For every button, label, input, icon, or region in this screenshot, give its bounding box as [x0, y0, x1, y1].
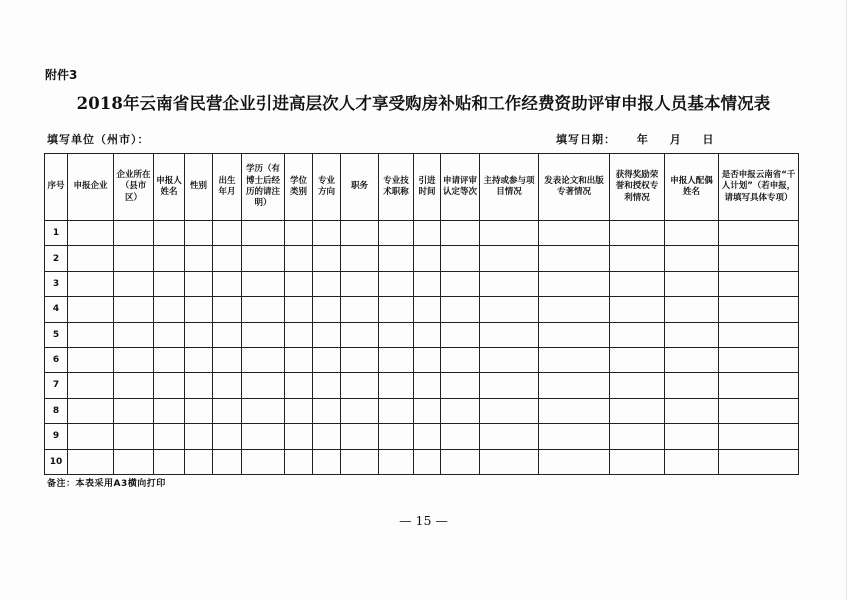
table-row: [45, 271, 799, 296]
table-cell[interactable]: [313, 221, 341, 246]
table-row: [45, 297, 799, 322]
table-cell[interactable]: [480, 271, 539, 296]
table-cell[interactable]: [480, 322, 539, 347]
table-cell[interactable]: [68, 424, 114, 449]
table-cell[interactable]: [154, 297, 185, 322]
table-cell[interactable]: [441, 322, 480, 347]
table-cell[interactable]: [114, 246, 154, 271]
table-cell[interactable]: [341, 398, 379, 423]
table-cell[interactable]: [539, 322, 610, 347]
table-cell[interactable]: [480, 246, 539, 271]
table-cell[interactable]: [539, 271, 610, 296]
table-cell[interactable]: [242, 322, 285, 347]
table-cell[interactable]: [414, 347, 441, 372]
table-cell[interactable]: [480, 297, 539, 322]
table-cell[interactable]: [285, 221, 313, 246]
table-cell[interactable]: [610, 246, 665, 271]
table-cell[interactable]: [213, 347, 242, 372]
table-cell[interactable]: [480, 424, 539, 449]
table-cell[interactable]: [68, 271, 114, 296]
table-cell[interactable]: [242, 246, 285, 271]
table-cell[interactable]: [665, 297, 719, 322]
table-cell[interactable]: [665, 271, 719, 296]
table-cell[interactable]: [480, 347, 539, 372]
table-cell[interactable]: [665, 373, 719, 398]
table-cell[interactable]: [213, 297, 242, 322]
table-cell[interactable]: [341, 449, 379, 474]
column-header: 引进时间: [414, 154, 441, 221]
table-cell[interactable]: [154, 322, 185, 347]
table-cell[interactable]: [414, 246, 441, 271]
table-cell[interactable]: [414, 297, 441, 322]
page-number: — 15 —: [399, 513, 448, 528]
table-cell[interactable]: [480, 449, 539, 474]
table-cell[interactable]: [154, 424, 185, 449]
table-cell[interactable]: [379, 246, 414, 271]
table-cell[interactable]: [213, 424, 242, 449]
table-cell[interactable]: [242, 449, 285, 474]
table-cell[interactable]: [441, 424, 480, 449]
table-cell[interactable]: [242, 271, 285, 296]
column-header: 企业所在（县市区）: [114, 154, 154, 221]
table-row: [45, 221, 799, 246]
table-cell[interactable]: [441, 398, 480, 423]
table-cell[interactable]: [379, 221, 414, 246]
table-cell[interactable]: [242, 424, 285, 449]
table-cell[interactable]: [213, 398, 242, 423]
table-cell[interactable]: [539, 246, 610, 271]
table-cell[interactable]: [610, 373, 665, 398]
table-cell[interactable]: [313, 297, 341, 322]
table-cell[interactable]: [379, 271, 414, 296]
row-number: 6: [45, 347, 68, 372]
column-header: 申报人姓名: [154, 154, 185, 221]
table-cell[interactable]: [341, 347, 379, 372]
table-cell[interactable]: [213, 449, 242, 474]
fill-unit-label: 填写单位（州市）：: [47, 133, 150, 146]
column-header: 序号: [45, 154, 68, 221]
table-cell[interactable]: [610, 449, 665, 474]
table-cell[interactable]: [154, 398, 185, 423]
table-cell[interactable]: [480, 373, 539, 398]
row-number: 3: [45, 271, 68, 296]
table-cell[interactable]: [539, 449, 610, 474]
table-cell[interactable]: [242, 373, 285, 398]
table-cell[interactable]: [242, 347, 285, 372]
table-cell[interactable]: [379, 322, 414, 347]
table-cell[interactable]: [480, 221, 539, 246]
table-cell[interactable]: [285, 424, 313, 449]
table-cell[interactable]: [379, 347, 414, 372]
table-cell[interactable]: [213, 246, 242, 271]
table-cell[interactable]: [114, 347, 154, 372]
row-number: 7: [45, 373, 68, 398]
table-cell[interactable]: [610, 322, 665, 347]
table-cell[interactable]: [539, 297, 610, 322]
table-cell[interactable]: [68, 297, 114, 322]
table-cell[interactable]: [68, 221, 114, 246]
row-number: 1: [45, 221, 68, 246]
column-header: 主持或参与项目情况: [480, 154, 539, 221]
table-cell[interactable]: [719, 271, 799, 296]
table-cell[interactable]: [242, 221, 285, 246]
table-row: [45, 373, 799, 398]
table-cell[interactable]: [114, 271, 154, 296]
table-cell[interactable]: [610, 221, 665, 246]
column-header: 学历（有博士后经历的请注明）: [242, 154, 285, 221]
table-cell[interactable]: [213, 322, 242, 347]
table-cell[interactable]: [154, 373, 185, 398]
table-cell[interactable]: [379, 398, 414, 423]
table-cell[interactable]: [313, 246, 341, 271]
fill-date-label: 填写日期：: [556, 133, 616, 146]
table-row: [45, 449, 799, 474]
table-cell[interactable]: [114, 297, 154, 322]
column-header: 专业技术职称: [379, 154, 414, 221]
table-cell[interactable]: [114, 221, 154, 246]
table-cell[interactable]: [441, 347, 480, 372]
table-cell[interactable]: [285, 322, 313, 347]
table-cell[interactable]: [185, 424, 213, 449]
column-header: 获得奖励荣誉和授权专利情况: [610, 154, 665, 221]
table-cell[interactable]: [441, 297, 480, 322]
table-cell[interactable]: [719, 246, 799, 271]
table-cell[interactable]: [441, 221, 480, 246]
table-cell[interactable]: [285, 373, 313, 398]
table-cell[interactable]: [68, 373, 114, 398]
fill-date: [556, 131, 723, 147]
row-number: 5: [45, 322, 68, 347]
table-cell[interactable]: [114, 373, 154, 398]
table-cell[interactable]: [414, 449, 441, 474]
table-cell[interactable]: [285, 297, 313, 322]
row-number: 2: [45, 246, 68, 271]
table-cell[interactable]: [441, 449, 480, 474]
table-cell[interactable]: [285, 271, 313, 296]
column-header: 性别: [185, 154, 213, 221]
row-number: 10: [45, 449, 68, 474]
table-cell[interactable]: [313, 322, 341, 347]
table-cell[interactable]: [114, 322, 154, 347]
table-cell[interactable]: [154, 221, 185, 246]
table-cell[interactable]: [213, 221, 242, 246]
fill-date-month: 月: [669, 133, 682, 146]
table-body: [45, 221, 799, 475]
table-cell[interactable]: [341, 322, 379, 347]
table-cell[interactable]: [539, 373, 610, 398]
table-cell[interactable]: [341, 373, 379, 398]
table-cell[interactable]: [379, 373, 414, 398]
table-row: [45, 246, 799, 271]
table-cell[interactable]: [441, 373, 480, 398]
table-cell[interactable]: [480, 398, 539, 423]
table-cell[interactable]: [341, 221, 379, 246]
row-number: 9: [45, 424, 68, 449]
row-number: 4: [45, 297, 68, 322]
column-header: 申报人配偶姓名: [665, 154, 719, 221]
row-number: 8: [45, 398, 68, 423]
table-cell[interactable]: [719, 347, 799, 372]
column-header: 学位类别: [285, 154, 313, 221]
table-cell[interactable]: [154, 347, 185, 372]
table-cell[interactable]: [539, 221, 610, 246]
table-cell[interactable]: [414, 373, 441, 398]
table-cell[interactable]: [313, 424, 341, 449]
table-cell[interactable]: [185, 297, 213, 322]
table-cell[interactable]: [414, 271, 441, 296]
fill-date-day: 日: [702, 133, 715, 146]
table-cell[interactable]: [610, 424, 665, 449]
header-row: [45, 154, 799, 221]
table-cell[interactable]: [313, 271, 341, 296]
table-cell[interactable]: [719, 373, 799, 398]
table-cell[interactable]: [379, 297, 414, 322]
table-cell[interactable]: [539, 398, 610, 423]
table-cell[interactable]: [441, 271, 480, 296]
applicant-info-table: [44, 153, 799, 475]
table-cell[interactable]: [719, 424, 799, 449]
table-cell[interactable]: [665, 424, 719, 449]
table-cell[interactable]: [114, 398, 154, 423]
column-header: 职务: [341, 154, 379, 221]
table-cell[interactable]: [285, 398, 313, 423]
table-cell[interactable]: [313, 347, 341, 372]
table-cell[interactable]: [185, 347, 213, 372]
table-cell[interactable]: [414, 322, 441, 347]
table-row: [45, 398, 799, 423]
table-cell[interactable]: [313, 373, 341, 398]
table-cell[interactable]: [213, 271, 242, 296]
table-cell[interactable]: [665, 398, 719, 423]
table-cell[interactable]: [154, 271, 185, 296]
table-cell[interactable]: [539, 424, 610, 449]
fill-date-year: 年: [636, 133, 649, 146]
table-cell[interactable]: [68, 322, 114, 347]
table-cell[interactable]: [114, 449, 154, 474]
table-cell[interactable]: [185, 246, 213, 271]
table-cell[interactable]: [154, 246, 185, 271]
table-cell[interactable]: [185, 398, 213, 423]
table-cell[interactable]: [719, 322, 799, 347]
table-cell[interactable]: [610, 271, 665, 296]
table-cell[interactable]: [242, 297, 285, 322]
table-cell[interactable]: [185, 373, 213, 398]
table-cell[interactable]: [441, 246, 480, 271]
table-row: [45, 347, 799, 372]
table-cell[interactable]: [414, 398, 441, 423]
table-cell[interactable]: [313, 398, 341, 423]
column-header: 是否申报云南省“千人计划”（若申报，请填写具体专项）: [719, 154, 799, 221]
note: 备注：本表采用A3横向打印: [47, 479, 166, 489]
table-cell[interactable]: [539, 347, 610, 372]
column-header: 专业方向: [313, 154, 341, 221]
table-cell[interactable]: [341, 271, 379, 296]
table-cell[interactable]: [719, 297, 799, 322]
table-cell[interactable]: [341, 424, 379, 449]
table-cell[interactable]: [414, 221, 441, 246]
table-cell[interactable]: [185, 221, 213, 246]
table-cell[interactable]: [68, 449, 114, 474]
table-cell[interactable]: [719, 449, 799, 474]
table-cell[interactable]: [213, 373, 242, 398]
table-cell[interactable]: [114, 424, 154, 449]
table-cell[interactable]: [242, 398, 285, 423]
table-cell[interactable]: [341, 246, 379, 271]
column-header: 申请评审认定等次: [441, 154, 480, 221]
table-cell[interactable]: [665, 322, 719, 347]
table-cell[interactable]: [719, 221, 799, 246]
table-cell[interactable]: [379, 449, 414, 474]
table-cell[interactable]: [185, 449, 213, 474]
table-cell[interactable]: [610, 398, 665, 423]
table-cell[interactable]: [68, 246, 114, 271]
table-cell[interactable]: [68, 347, 114, 372]
table-cell[interactable]: [285, 449, 313, 474]
table-cell[interactable]: [154, 449, 185, 474]
table-cell[interactable]: [341, 297, 379, 322]
table-cell[interactable]: [665, 246, 719, 271]
table-cell[interactable]: [379, 424, 414, 449]
table-cell[interactable]: [285, 246, 313, 271]
table-cell[interactable]: [610, 347, 665, 372]
table-cell[interactable]: [610, 297, 665, 322]
table-row: [45, 322, 799, 347]
table-cell[interactable]: [313, 449, 341, 474]
table-cell[interactable]: [719, 398, 799, 423]
table-cell[interactable]: [185, 322, 213, 347]
table-cell[interactable]: [665, 347, 719, 372]
table-cell[interactable]: [665, 449, 719, 474]
column-header: 出生年月: [213, 154, 242, 221]
column-header: 发表论文和出版专著情况: [539, 154, 610, 221]
attachment-label: 附件3: [45, 68, 78, 82]
table-cell[interactable]: [68, 398, 114, 423]
document-title: 2018年云南省民营企业引进高层次人才享受购房补贴和工作经费资助评审申报人员基本情况表: [76, 94, 771, 113]
table-row: [45, 424, 799, 449]
table-cell[interactable]: [665, 221, 719, 246]
table-cell[interactable]: [285, 347, 313, 372]
table-cell[interactable]: [185, 271, 213, 296]
column-header: 申报企业: [68, 154, 114, 221]
table-cell[interactable]: [414, 424, 441, 449]
